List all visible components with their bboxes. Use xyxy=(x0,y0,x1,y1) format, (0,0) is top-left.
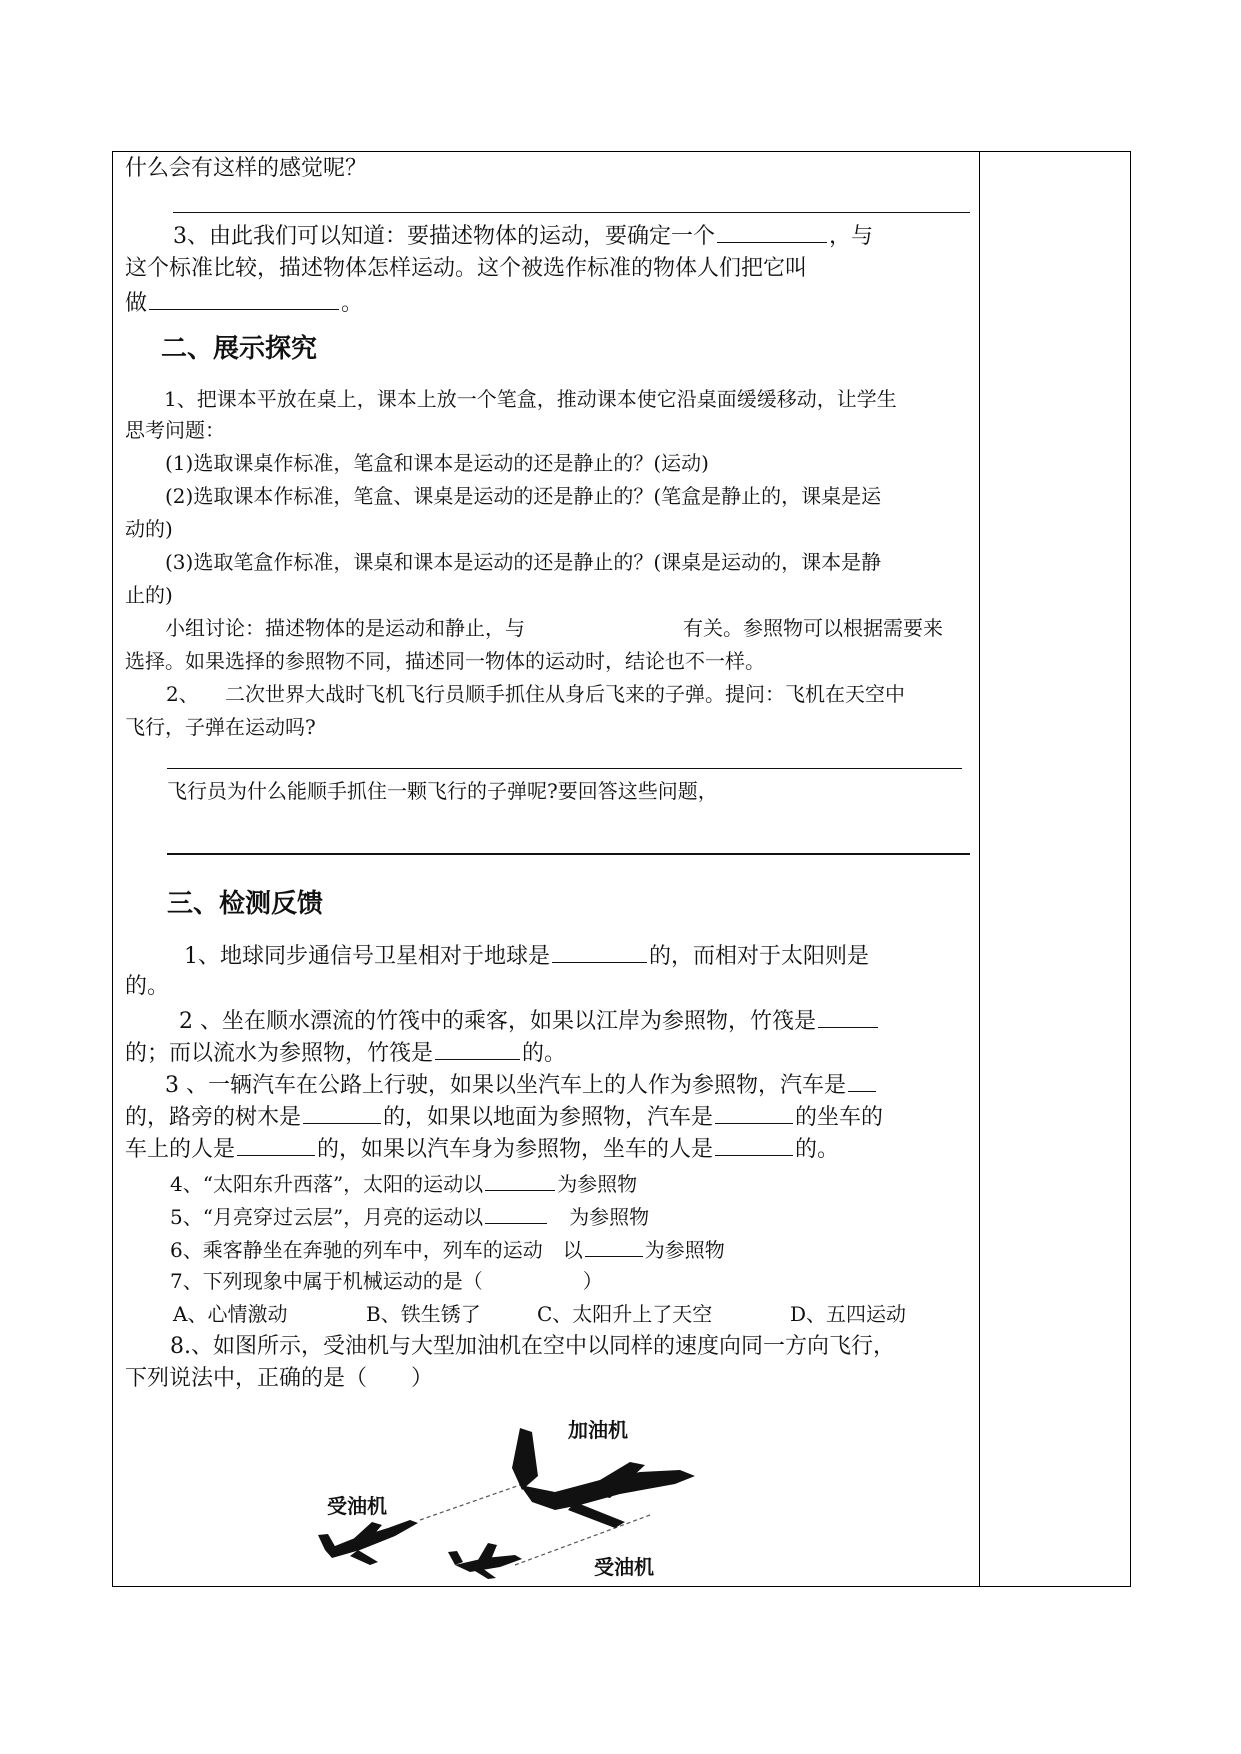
fill-blank xyxy=(715,1101,793,1124)
answer-line xyxy=(167,768,962,769)
question-line xyxy=(125,1101,883,1133)
option-b: B、铁生锈了 xyxy=(366,1302,481,1326)
text-fragment: 的，如果以汽车身为参照物，坐车的人是 xyxy=(317,1137,714,1162)
question-line xyxy=(170,1168,637,1198)
text-fragment: 的，如果以地面为参照物，汽车是 xyxy=(383,1105,714,1130)
text-fragment: 车上的人是 xyxy=(125,1137,236,1162)
text-fragment: 3 、一辆汽车在公路上行驶，如果以坐汽车上的人作为参照物，汽车是 xyxy=(165,1073,846,1098)
option-a: A、心情激动 xyxy=(173,1302,288,1326)
text-line: (1)选取课桌作标准，笔盒和课本是运动的还是静止的？(运动) xyxy=(165,451,709,475)
text-line: 2、 xyxy=(166,682,199,706)
fill-blank xyxy=(848,1069,876,1092)
fill-blank xyxy=(435,1037,520,1060)
question-line xyxy=(184,940,869,972)
question-line: 的。 xyxy=(125,974,170,999)
fill-blank xyxy=(552,940,647,963)
text-line: 有关。参照物可以根据需要来 xyxy=(683,616,943,640)
text-fragment: 为参照物 xyxy=(569,1205,650,1229)
fill-blank xyxy=(715,1133,793,1156)
text-line: 思考问题： xyxy=(125,418,225,442)
text-fragment: 3、由此我们可以知道：要描述物体的运动，要确定一个 xyxy=(173,224,715,249)
table-column-divider xyxy=(979,152,980,1586)
tanker-label: 加油机 xyxy=(568,1418,628,1442)
text-line: 这个标准比较，描述物体怎样运动。这个被选作标准的物体人们把它叫 xyxy=(125,256,808,281)
question-line xyxy=(179,1005,880,1037)
text-line: (2)选取课本作标准，笔盒、课桌是运动的还是静止的？(笔盒是静止的，课桌是运 xyxy=(165,484,882,508)
text-line: 选择。如果选择的参照物不同，描述同一物体的运动时，结论也不一样。 xyxy=(125,649,765,673)
text-fragment: 5、“月亮穿过云层”，月亮的运动以 xyxy=(170,1205,484,1229)
text-fragment: 的；而以流水为参照物，竹筏是 xyxy=(125,1041,434,1066)
question-line xyxy=(165,1069,878,1101)
receiver-label-right: 受油机 xyxy=(594,1555,654,1579)
fill-blank xyxy=(237,1133,315,1156)
text-line: 小组讨论：描述物体的是运动和静止，与 xyxy=(165,616,525,640)
text-fragment: 。 xyxy=(341,291,364,316)
section-heading: 二、展示探究 xyxy=(161,334,318,364)
fill-blank xyxy=(717,220,827,243)
question-line xyxy=(170,1201,649,1231)
text-fragment: 4、“太阳东升西落”，太阳的运动以 xyxy=(170,1172,484,1196)
text-fragment: 为参照物 xyxy=(644,1238,725,1262)
fill-blank xyxy=(818,1005,878,1028)
text-line: 1、把课本平放在桌上，课本上放一个笔盒，推动课本使它沿桌面缓缓移动，让学生 xyxy=(164,387,897,411)
text-fragment: ，与 xyxy=(829,224,874,249)
text-fragment: 6、乘客静坐在奔驰的列车中，列车的运动 以 xyxy=(170,1238,583,1262)
question-line: 下列说法中，正确的是（ ） xyxy=(125,1366,434,1391)
question-line xyxy=(125,1133,839,1165)
text-line: 什么会有这样的感觉呢？ xyxy=(125,156,368,181)
text-line: 动的) xyxy=(125,517,173,541)
text-line xyxy=(173,220,873,252)
section-heading: 三、检测反馈 xyxy=(167,889,324,919)
text-line: 飞行员为什么能顺手抓住一颗飞行的子弹呢?要回答这些问题， xyxy=(167,779,718,803)
text-line xyxy=(125,287,363,319)
text-fragment: 的，路旁的树木是 xyxy=(125,1105,302,1130)
receiver-label-left: 受油机 xyxy=(327,1494,387,1518)
fill-blank xyxy=(585,1234,643,1257)
answer-line xyxy=(167,853,970,855)
text-fragment: 的坐车的 xyxy=(795,1105,884,1130)
option-c: C、太阳升上了天空 xyxy=(537,1302,713,1326)
text-line: 止的) xyxy=(125,583,173,607)
fill-blank xyxy=(485,1168,555,1191)
text-line: (3)选取笔盒作标准，课桌和课本是运动的还是静止的？(课桌是运动的，课本是静 xyxy=(165,550,882,574)
receiver-plane-right-icon xyxy=(448,1543,522,1579)
text-fragment: 的，而相对于太阳则是 xyxy=(649,944,870,969)
answer-line xyxy=(173,212,970,213)
text-fragment: 为参照物 xyxy=(557,1172,638,1196)
option-d: D、五四运动 xyxy=(790,1302,907,1326)
text-fragment: 的。 xyxy=(795,1137,840,1162)
text-line: 二次世界大战时飞机飞行员顺手抓住从身后飞来的子弹。提问：飞机在天空中 xyxy=(225,682,905,706)
question-line: 7、下列现象中属于机械运动的是（ ） xyxy=(170,1269,603,1293)
tanker-plane-icon xyxy=(512,1428,695,1528)
question-line xyxy=(170,1234,725,1264)
text-fragment: 做 xyxy=(125,291,148,316)
question-line xyxy=(125,1037,566,1069)
receiver-plane-left-icon xyxy=(318,1520,418,1565)
text-line: 飞行，子弹在运动吗? xyxy=(125,715,316,739)
text-fragment: 的。 xyxy=(522,1041,567,1066)
fill-blank xyxy=(303,1101,381,1124)
text-fragment: 1、地球同步通信号卫星相对于地球是 xyxy=(184,944,550,969)
fill-blank xyxy=(149,287,339,310)
question-line: 8.、如图所示，受油机与大型加油机在空中以同样的速度向同一方向飞行， xyxy=(170,1334,895,1359)
fill-blank xyxy=(485,1201,547,1224)
text-fragment: 2 、坐在顺水漂流的竹筏中的乘客，如果以江岸为参照物，竹筏是 xyxy=(179,1009,816,1034)
